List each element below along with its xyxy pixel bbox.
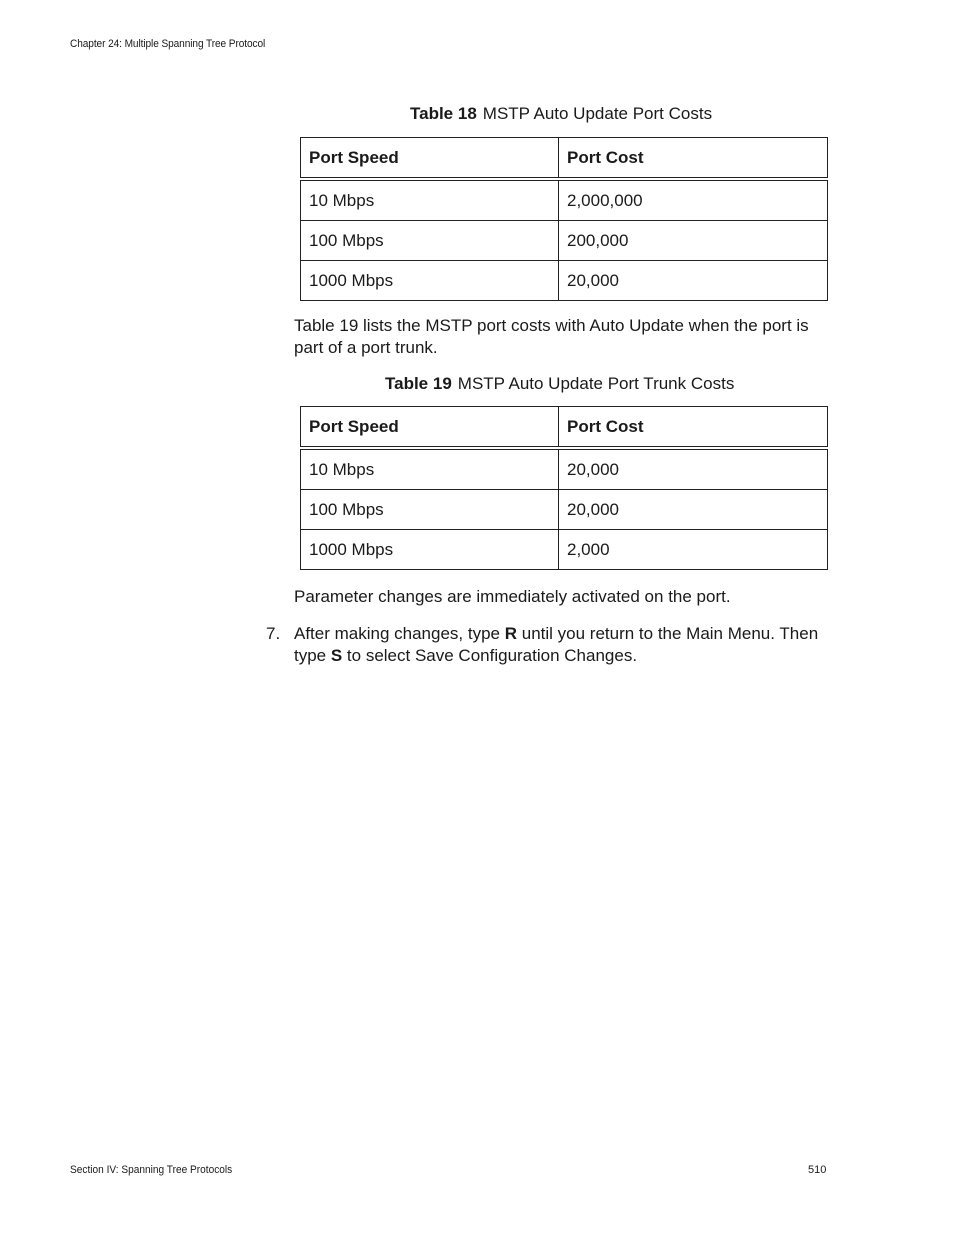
paragraph-table-19-intro: Table 19 lists the MSTP port costs with Auto Update when the port is part of a port trunk. xyxy=(294,316,809,357)
cell-port-cost: 20,000 xyxy=(559,490,828,530)
cell-port-speed: 100 Mbps xyxy=(301,221,559,261)
step-text-part-b: until you return to the Main Menu. Then type xyxy=(294,624,819,665)
running-header: Chapter 24: Multiple Spanning Tree Protocol xyxy=(70,38,266,50)
step-text-part-c: to select Save Configuration Changes. xyxy=(342,646,638,665)
cell-port-cost: 20,000 xyxy=(559,448,828,490)
column-header-port-speed: Port Speed xyxy=(301,407,559,449)
table-row xyxy=(301,530,828,570)
table-19-caption-number: Table 19 xyxy=(385,374,452,393)
table-row xyxy=(301,448,828,490)
table-18-caption-number: Table 18 xyxy=(410,104,477,123)
cell-port-cost: 2,000,000 xyxy=(559,179,828,221)
step-text-part-a: After making changes, type xyxy=(294,624,505,643)
step-7 xyxy=(266,623,836,667)
key-r: R xyxy=(504,624,518,643)
cell-port-speed: 1000 Mbps xyxy=(301,530,559,570)
cell-port-cost: 20,000 xyxy=(559,261,828,301)
cell-port-cost: 2,000 xyxy=(559,530,828,570)
table-row xyxy=(301,179,828,221)
table-row xyxy=(301,261,828,301)
cell-port-speed: 100 Mbps xyxy=(301,490,559,530)
cell-port-speed: 10 Mbps xyxy=(301,448,559,490)
table-18-caption-text: MSTP Auto Update Port Costs xyxy=(482,104,713,123)
table-18-port-costs xyxy=(300,137,828,301)
key-s: S xyxy=(330,646,343,665)
table-header-row xyxy=(301,138,828,180)
column-header-port-cost: Port Cost xyxy=(559,407,828,449)
column-header-port-cost: Port Cost xyxy=(559,138,828,180)
footer-section-title: Section IV: Spanning Tree Protocols xyxy=(70,1164,233,1176)
table-row xyxy=(301,221,828,261)
paragraph-parameter-changes: Parameter changes are immediately activated on the port. xyxy=(294,587,731,606)
step-text xyxy=(294,623,836,667)
table-19-caption xyxy=(385,374,734,394)
table-header-row xyxy=(301,407,828,449)
page-number: 510 xyxy=(808,1164,827,1176)
table-row xyxy=(301,490,828,530)
column-header-port-speed: Port Speed xyxy=(301,138,559,180)
table-19-port-trunk-costs xyxy=(300,406,828,570)
cell-port-cost: 200,000 xyxy=(559,221,828,261)
step-number: 7. xyxy=(266,624,281,643)
table-19-caption-text: MSTP Auto Update Port Trunk Costs xyxy=(457,374,735,393)
table-18-caption xyxy=(410,104,712,124)
cell-port-speed: 1000 Mbps xyxy=(301,261,559,301)
cell-port-speed: 10 Mbps xyxy=(301,179,559,221)
